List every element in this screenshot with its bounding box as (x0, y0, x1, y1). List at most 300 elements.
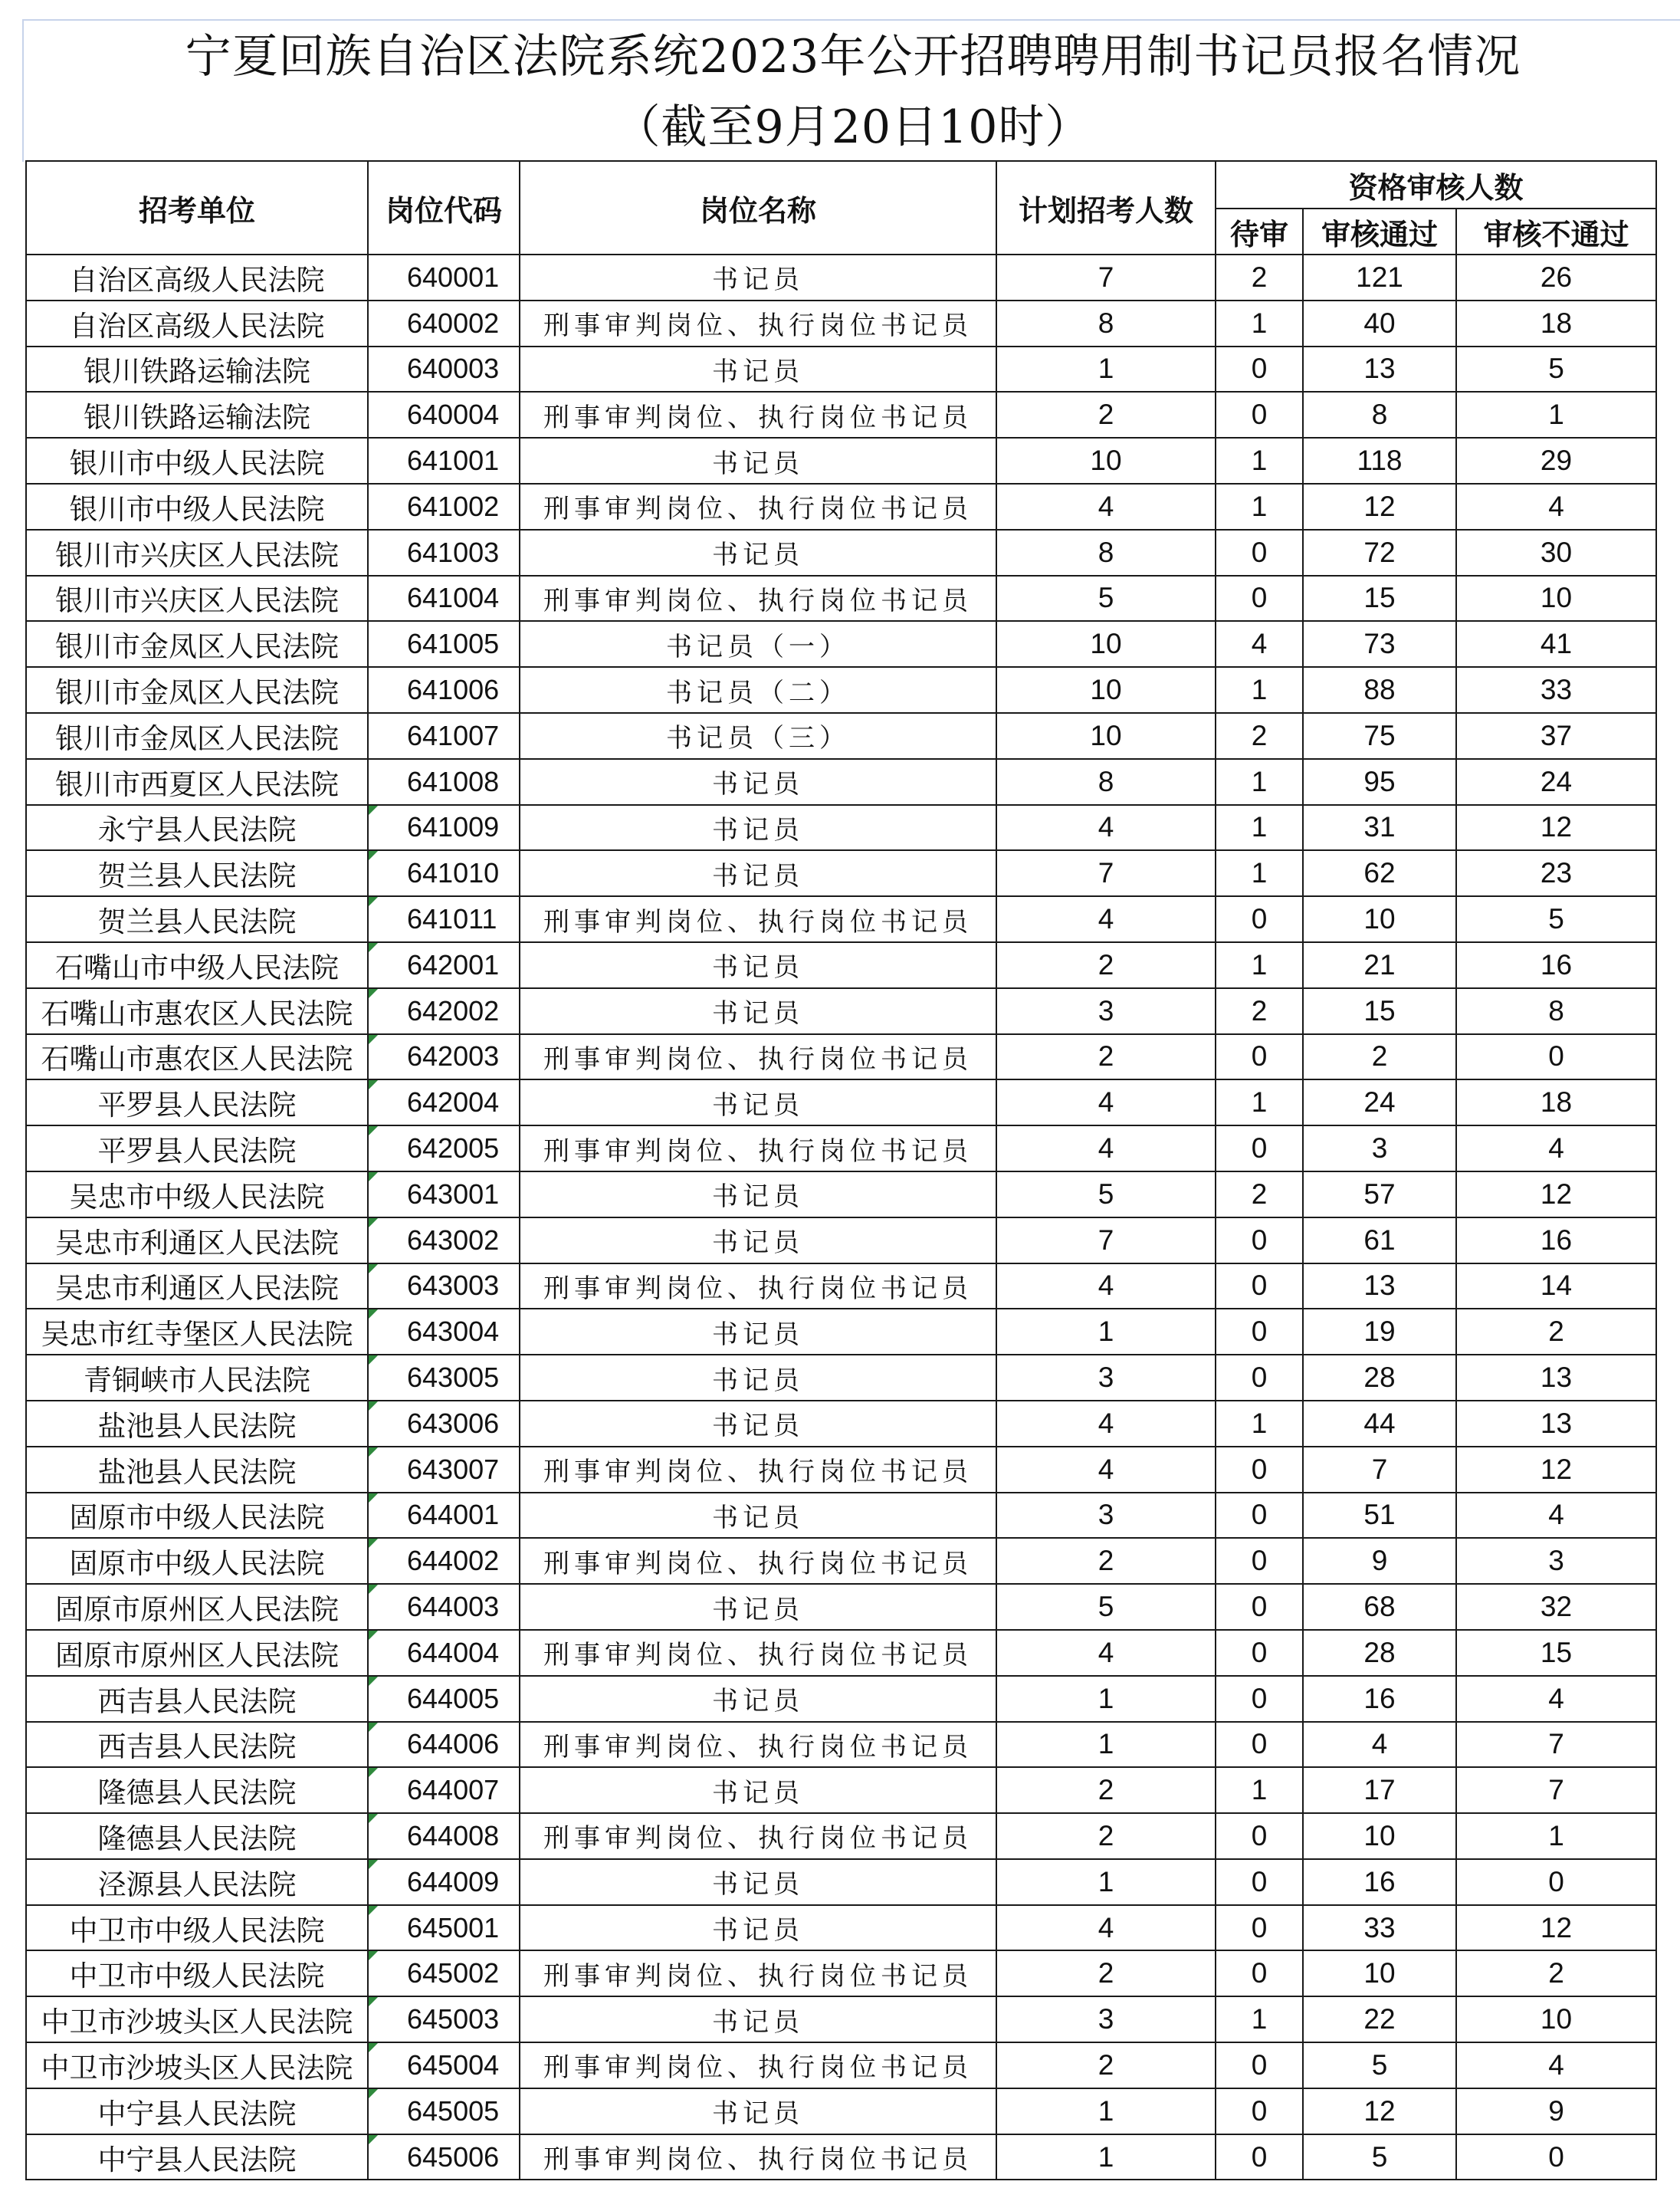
failed-count-cell-text: 4 (1548, 490, 1564, 522)
code-cell-text: 644007 (407, 1774, 500, 1806)
pending-count-cell (1216, 1355, 1303, 1401)
failed-count-cell (1456, 1813, 1656, 1859)
code-cell-text: 644002 (407, 1545, 500, 1577)
table-row (26, 713, 1656, 759)
plan-count-cell-text: 1 (1098, 1728, 1114, 1760)
failed-count-cell (1456, 850, 1656, 896)
position-name-cell (520, 1171, 996, 1217)
failed-count-cell (1456, 667, 1656, 713)
pending-count-cell (1216, 1447, 1303, 1493)
passed-count-cell-text: 2 (1371, 1040, 1388, 1073)
table-row (26, 1722, 1656, 1768)
position-name-cell (520, 1767, 996, 1813)
position-name-cell-text: 书记员 (712, 860, 804, 892)
failed-count-cell (1456, 1125, 1656, 1171)
failed-count-cell-text: 2 (1548, 1316, 1564, 1348)
passed-count-cell-text: 68 (1363, 1591, 1396, 1622)
cell-comment-marker-icon (369, 2043, 378, 2052)
failed-count-cell (1456, 1538, 1656, 1584)
pending-count-cell-text: 1 (1251, 1407, 1268, 1439)
unit-cell (26, 1125, 368, 1171)
code-cell (368, 2088, 520, 2134)
failed-count-cell-text: 1 (1548, 1819, 1564, 1851)
plan-count-cell-text: 2 (1098, 948, 1114, 981)
table-row (26, 759, 1656, 805)
code-cell (368, 1950, 520, 1996)
position-name-cell (520, 621, 996, 667)
failed-count-cell-text: 30 (1540, 536, 1573, 568)
plan-count-cell-text: 2 (1098, 1040, 1114, 1073)
pending-count-cell-text: 0 (1251, 1132, 1268, 1165)
failed-count-cell (1456, 576, 1656, 622)
table-row (26, 2088, 1656, 2134)
plan-count-cell-text: 10 (1090, 719, 1122, 751)
plan-count-cell (996, 2134, 1216, 2180)
code-cell-text: 642001 (407, 948, 500, 981)
pending-count-cell-text: 1 (1251, 811, 1268, 843)
passed-count-cell (1303, 2134, 1456, 2180)
passed-count-cell (1303, 1309, 1456, 1355)
unit-cell-text: 西吉县人民法院 (97, 1684, 297, 1718)
position-name-cell (520, 805, 996, 851)
pending-count-cell-text: 1 (1251, 948, 1268, 981)
code-cell (368, 301, 520, 347)
plan-count-cell (996, 1263, 1216, 1309)
passed-count-cell-text: 12 (1363, 2094, 1396, 2127)
pending-count-cell (1216, 2042, 1303, 2088)
passed-count-cell (1303, 1447, 1456, 1493)
position-name-cell (520, 1355, 996, 1401)
position-name-cell (520, 850, 996, 896)
pending-count-cell (1216, 1538, 1303, 1584)
pending-count-cell (1216, 988, 1303, 1034)
pending-count-cell-text: 0 (1251, 399, 1268, 431)
failed-count-cell-text: 37 (1540, 719, 1573, 751)
table-row (26, 1355, 1656, 1401)
pending-count-cell-text: 0 (1251, 1362, 1268, 1394)
pending-count-cell-text: 0 (1251, 1728, 1268, 1760)
failed-count-cell-text: 16 (1540, 1224, 1573, 1256)
table-row (26, 1996, 1656, 2042)
code-cell-text: 641005 (407, 628, 500, 660)
unit-cell (26, 1538, 368, 1584)
unit-cell-text: 固原市原州区人民法院 (55, 1593, 339, 1626)
passed-count-cell (1303, 2042, 1456, 2088)
passed-count-cell (1303, 1859, 1456, 1905)
position-name-cell (520, 1493, 996, 1539)
position-name-cell-text: 刑事审判岗位、执行岗位书记员 (543, 402, 973, 433)
position-name-cell-text: 书记员 (712, 2098, 804, 2130)
code-cell-text: 641007 (407, 719, 500, 751)
unit-cell (26, 484, 368, 530)
pending-count-cell (1216, 576, 1303, 622)
failed-count-cell (1456, 621, 1656, 667)
position-name-cell (520, 667, 996, 713)
pending-count-cell (1216, 347, 1303, 393)
cell-comment-marker-icon (369, 1126, 378, 1135)
failed-count-cell (1456, 942, 1656, 988)
passed-count-cell-text: 15 (1363, 582, 1396, 614)
pending-count-cell-text: 0 (1251, 536, 1268, 568)
code-cell-text: 644006 (407, 1728, 500, 1760)
failed-count-cell (1456, 1722, 1656, 1768)
passed-count-cell (1303, 942, 1456, 988)
table-row (26, 530, 1656, 576)
table-row (26, 667, 1656, 713)
plan-count-cell-text: 1 (1098, 1682, 1114, 1714)
unit-cell-text: 银川铁路运输法院 (84, 355, 310, 389)
position-name-cell (520, 1217, 996, 1263)
plan-count-cell (996, 1996, 1216, 2042)
failed-count-cell (1456, 1309, 1656, 1355)
position-name-cell-text: 刑事审判岗位、执行岗位书记员 (543, 494, 973, 525)
failed-count-cell-text: 10 (1540, 582, 1573, 614)
code-cell (368, 1813, 520, 1859)
code-cell (368, 1676, 520, 1722)
unit-cell (26, 667, 368, 713)
unit-cell (26, 1355, 368, 1401)
code-cell (368, 896, 520, 942)
unit-cell (26, 1996, 368, 2042)
cell-comment-marker-icon (369, 1860, 378, 1869)
pending-count-cell-text: 0 (1251, 1957, 1268, 1989)
plan-count-cell-text: 5 (1098, 1178, 1114, 1210)
passed-count-cell-text: 31 (1363, 811, 1396, 843)
plan-count-cell-text: 1 (1098, 2094, 1114, 2127)
passed-count-cell-text: 28 (1363, 1362, 1396, 1394)
plan-count-cell (996, 1676, 1216, 1722)
pending-count-cell-text: 0 (1251, 1040, 1268, 1073)
passed-count-cell (1303, 1263, 1456, 1309)
plan-count-cell (996, 1813, 1216, 1859)
cell-comment-marker-icon (369, 1309, 378, 1319)
position-name-cell-text: 书记员 (712, 356, 804, 387)
pending-count-cell (1216, 530, 1303, 576)
unit-cell-text: 石嘴山市中级人民法院 (55, 951, 339, 984)
passed-count-cell (1303, 667, 1456, 713)
position-name-cell-text: 书记员 (712, 1227, 804, 1259)
failed-count-cell (1456, 1034, 1656, 1080)
cell-comment-marker-icon (369, 1677, 378, 1686)
failed-count-cell (1456, 1217, 1656, 1263)
plan-count-cell (996, 301, 1216, 347)
plan-count-cell-text: 1 (1098, 2140, 1114, 2173)
plan-count-cell (996, 850, 1216, 896)
code-cell-text: 645005 (407, 2094, 500, 2127)
failed-count-cell-text: 24 (1540, 765, 1573, 797)
plan-count-cell-text: 10 (1090, 628, 1122, 660)
failed-count-cell (1456, 301, 1656, 347)
pending-count-cell (1216, 2134, 1303, 2180)
pending-count-cell-text: 1 (1251, 857, 1268, 889)
cell-comment-marker-icon (369, 1218, 378, 1227)
cell-comment-marker-icon (369, 1997, 378, 2006)
unit-cell-text: 银川市金凤区人民法院 (55, 676, 339, 710)
table-row (26, 1493, 1656, 1539)
position-name-cell-text: 书记员 (712, 1686, 804, 1717)
plan-count-cell (996, 1355, 1216, 1401)
failed-count-cell (1456, 530, 1656, 576)
code-cell (368, 850, 520, 896)
unit-cell (26, 2042, 368, 2088)
plan-count-cell-text: 2 (1098, 2048, 1114, 2081)
plan-count-cell (996, 530, 1216, 576)
failed-count-cell (1456, 1859, 1656, 1905)
unit-cell-text: 盐池县人民法院 (97, 1455, 297, 1489)
header-failed: 审核不通过 (1456, 209, 1656, 255)
failed-count-cell (1456, 713, 1656, 759)
position-name-cell-text: 书记员 (712, 1915, 804, 1947)
passed-count-cell-text: 16 (1363, 1865, 1396, 1897)
unit-cell-text: 银川市金凤区人民法院 (55, 630, 339, 664)
code-cell-text: 645004 (407, 2048, 500, 2081)
unit-cell-text: 中宁县人民法院 (97, 2143, 297, 2177)
position-name-cell-text: 刑事审判岗位、执行岗位书记员 (543, 2052, 973, 2084)
cell-comment-marker-icon (369, 1585, 378, 1594)
table-row (26, 1079, 1656, 1125)
position-name-cell-text: 书记员 (712, 1365, 804, 1396)
table-row (26, 576, 1656, 622)
cell-comment-marker-icon (369, 1355, 378, 1365)
cell-comment-marker-icon (369, 806, 378, 815)
unit-cell-text: 固原市中级人民法院 (69, 1501, 325, 1535)
passed-count-cell (1303, 988, 1456, 1034)
plan-count-cell (996, 576, 1216, 622)
cell-comment-marker-icon (369, 1539, 378, 1548)
pending-count-cell (1216, 942, 1303, 988)
position-name-cell-text: 刑事审判岗位、执行岗位书记员 (543, 1273, 973, 1304)
unit-cell-text: 泾源县人民法院 (97, 1868, 297, 1901)
code-cell-text: 641006 (407, 674, 500, 706)
passed-count-cell-text: 72 (1363, 536, 1396, 568)
code-cell (368, 1767, 520, 1813)
failed-count-cell (1456, 1767, 1656, 1813)
passed-count-cell-text: 19 (1363, 1316, 1396, 1348)
passed-count-cell (1303, 1171, 1456, 1217)
failed-count-cell-text: 12 (1540, 1178, 1573, 1210)
pending-count-cell-text: 1 (1251, 765, 1268, 797)
code-cell (368, 576, 520, 622)
code-cell-text: 644009 (407, 1865, 500, 1897)
pending-count-cell-text: 0 (1251, 2140, 1268, 2173)
plan-count-cell-text: 7 (1098, 857, 1114, 889)
passed-count-cell (1303, 438, 1456, 484)
unit-cell (26, 1584, 368, 1630)
plan-count-cell-text: 1 (1098, 353, 1114, 385)
header-plan: 计划招考人数 (996, 161, 1216, 255)
failed-count-cell (1456, 1493, 1656, 1539)
plan-count-cell-text: 5 (1098, 1591, 1114, 1622)
failed-count-cell (1456, 1401, 1656, 1447)
code-cell (368, 1722, 520, 1768)
passed-count-cell (1303, 1813, 1456, 1859)
plan-count-cell (996, 759, 1216, 805)
passed-count-cell (1303, 255, 1456, 301)
passed-count-cell (1303, 1630, 1456, 1676)
passed-count-cell (1303, 759, 1456, 805)
pending-count-cell-text: 0 (1251, 1453, 1268, 1485)
unit-cell (26, 438, 368, 484)
unit-cell-text: 青铜峡市人民法院 (84, 1364, 310, 1398)
unit-cell (26, 1722, 368, 1768)
cell-comment-marker-icon (369, 1035, 378, 1044)
passed-count-cell (1303, 1676, 1456, 1722)
table-row (26, 1676, 1656, 1722)
passed-count-cell-text: 24 (1363, 1086, 1396, 1119)
pending-count-cell (1216, 2088, 1303, 2134)
failed-count-cell (1456, 759, 1656, 805)
passed-count-cell-text: 9 (1371, 1545, 1388, 1577)
unit-cell (26, 1630, 368, 1676)
failed-count-cell (1456, 484, 1656, 530)
code-cell (368, 1217, 520, 1263)
cell-comment-marker-icon (369, 1264, 378, 1273)
failed-count-cell (1456, 1355, 1656, 1401)
pending-count-cell (1216, 621, 1303, 667)
unit-cell-text: 盐池县人民法院 (97, 1409, 297, 1443)
unit-cell (26, 988, 368, 1034)
failed-count-cell (1456, 1584, 1656, 1630)
position-name-cell (520, 1079, 996, 1125)
code-cell-text: 642002 (407, 994, 500, 1027)
pending-count-cell (1216, 1905, 1303, 1951)
position-name-cell (520, 942, 996, 988)
unit-cell-text: 固原市原州区人民法院 (55, 1638, 339, 1672)
passed-count-cell (1303, 1079, 1456, 1125)
pending-count-cell (1216, 1125, 1303, 1171)
position-name-cell-text: 刑事审判岗位、执行岗位书记员 (543, 2144, 973, 2176)
position-name-cell-text: 刑事审判岗位、执行岗位书记员 (543, 585, 973, 616)
unit-cell-text: 贺兰县人民法院 (97, 859, 297, 893)
pending-count-cell-text: 1 (1251, 674, 1268, 706)
position-name-cell (520, 484, 996, 530)
plan-count-cell-text: 8 (1098, 765, 1114, 797)
plan-count-cell (996, 805, 1216, 851)
cell-comment-marker-icon (369, 1814, 378, 1823)
unit-cell (26, 942, 368, 988)
code-cell-text: 641001 (407, 445, 500, 477)
code-cell-text: 644001 (407, 1499, 500, 1531)
position-name-cell (520, 713, 996, 759)
pending-count-cell (1216, 759, 1303, 805)
code-cell (368, 1493, 520, 1539)
pending-count-cell (1216, 1950, 1303, 1996)
unit-cell (26, 1217, 368, 1263)
plan-count-cell-text: 3 (1098, 1499, 1114, 1531)
passed-count-cell (1303, 347, 1456, 393)
failed-count-cell-text: 18 (1540, 1086, 1573, 1119)
failed-count-cell-text: 0 (1548, 1040, 1564, 1073)
plan-count-cell (996, 1447, 1216, 1493)
position-name-cell-text: 书记员 (712, 998, 804, 1030)
failed-count-cell-text: 18 (1540, 307, 1573, 339)
table-row (26, 1630, 1656, 1676)
plan-count-cell (996, 713, 1216, 759)
table-body (26, 255, 1656, 2180)
position-name-cell-text: 书记员 (712, 540, 804, 571)
plan-count-cell-text: 4 (1098, 490, 1114, 522)
passed-count-cell (1303, 484, 1456, 530)
pending-count-cell (1216, 1630, 1303, 1676)
failed-count-cell-text: 12 (1540, 1911, 1573, 1943)
code-cell (368, 438, 520, 484)
table-row (26, 392, 1656, 438)
plan-count-cell-text: 10 (1090, 445, 1122, 477)
code-cell-text: 643004 (407, 1316, 500, 1348)
code-cell (368, 347, 520, 393)
position-name-cell-text: 书记员 (712, 1089, 804, 1121)
code-cell-text: 643003 (407, 1270, 500, 1302)
position-name-cell (520, 530, 996, 576)
plan-count-cell (996, 392, 1216, 438)
passed-count-cell (1303, 1767, 1456, 1813)
plan-count-cell-text: 10 (1090, 674, 1122, 706)
unit-cell-text: 吴忠市利通区人民法院 (55, 1226, 339, 1260)
table-row (26, 850, 1656, 896)
unit-cell (26, 1171, 368, 1217)
code-cell (368, 1538, 520, 1584)
code-cell (368, 759, 520, 805)
unit-cell (26, 1034, 368, 1080)
pending-count-cell (1216, 1401, 1303, 1447)
passed-count-cell-text: 5 (1371, 2048, 1388, 2081)
table-row (26, 1171, 1656, 1217)
pending-count-cell (1216, 667, 1303, 713)
code-cell-text: 645003 (407, 2003, 500, 2035)
code-cell (368, 1309, 520, 1355)
position-name-cell (520, 392, 996, 438)
failed-count-cell-text: 0 (1548, 2140, 1564, 2173)
plan-count-cell (996, 1584, 1216, 1630)
passed-count-cell-text: 73 (1363, 628, 1396, 660)
code-cell (368, 1125, 520, 1171)
plan-count-cell (996, 438, 1216, 484)
cell-comment-marker-icon (369, 1631, 378, 1640)
passed-count-cell (1303, 713, 1456, 759)
plan-count-cell (996, 347, 1216, 393)
failed-count-cell (1456, 438, 1656, 484)
code-cell-text: 645002 (407, 1957, 500, 1989)
table-row (26, 2042, 1656, 2088)
failed-count-cell (1456, 1079, 1656, 1125)
passed-count-cell (1303, 850, 1456, 896)
code-cell (368, 1630, 520, 1676)
plan-count-cell-text: 4 (1098, 1407, 1114, 1439)
unit-cell (26, 1676, 368, 1722)
table-row (26, 1859, 1656, 1905)
unit-cell-text: 中卫市中级人民法院 (69, 1914, 325, 1947)
unit-cell-text: 银川市兴庆区人民法院 (55, 584, 339, 618)
passed-count-cell-text: 40 (1363, 307, 1396, 339)
unit-cell (26, 1493, 368, 1539)
passed-count-cell-text: 44 (1363, 1407, 1396, 1439)
position-name-cell (520, 1538, 996, 1584)
code-cell-text: 641008 (407, 765, 500, 797)
passed-count-cell (1303, 1401, 1456, 1447)
cell-comment-marker-icon (369, 2135, 378, 2144)
cell-comment-marker-icon (369, 1768, 378, 1777)
pending-count-cell-text: 2 (1251, 261, 1268, 293)
code-cell (368, 942, 520, 988)
plan-count-cell-text: 4 (1098, 1911, 1114, 1943)
code-cell-text: 641010 (407, 857, 500, 889)
unit-cell-text: 中卫市沙坡头区人民法院 (41, 2006, 353, 2039)
failed-count-cell (1456, 1905, 1656, 1951)
position-name-cell-text: 书记员 (712, 2006, 804, 2038)
table-row (26, 1538, 1656, 1584)
code-cell-text: 642004 (407, 1086, 500, 1119)
failed-count-cell-text: 4 (1548, 1682, 1564, 1714)
